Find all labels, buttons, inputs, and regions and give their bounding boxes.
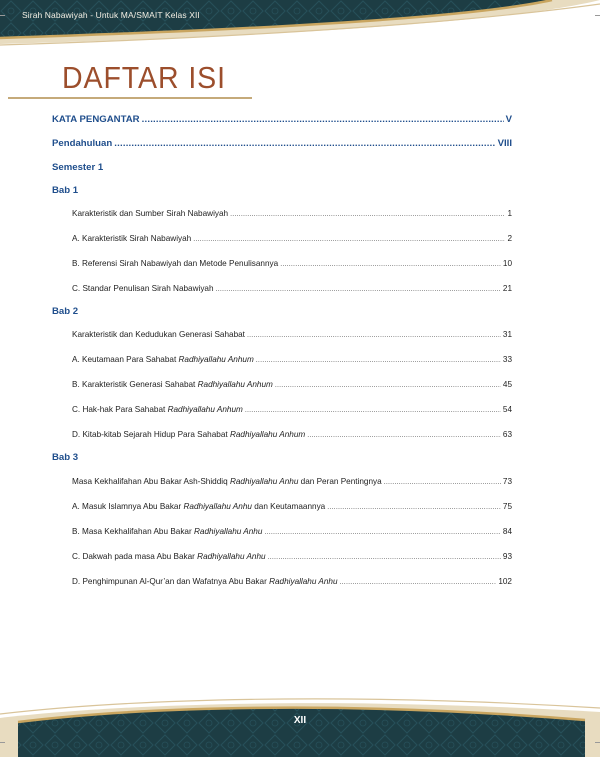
toc-entry-page: 21: [502, 284, 512, 293]
toc-entry[interactable]: [72, 234, 512, 243]
toc-entry-label: KATA PENGANTAR: [52, 114, 140, 125]
dot-leader: [384, 479, 501, 486]
toc-entry-label: A. Karakteristik Sirah Nabawiyah: [72, 234, 192, 243]
toc-entry-page: 45: [502, 380, 512, 389]
toc-entry[interactable]: [72, 355, 512, 364]
toc-entry[interactable]: [72, 405, 512, 414]
toc-entry[interactable]: [72, 577, 512, 586]
toc-entry-kata-pengantar[interactable]: [52, 114, 512, 125]
toc-entry-page: 54: [502, 405, 512, 414]
toc-entry-label: Pendahuluan: [52, 138, 113, 149]
toc-entry-page: 63: [502, 430, 512, 439]
crop-mark: [0, 742, 5, 743]
toc-entry-label: A. Keutamaan Para Sahabat Radhiyallahu Anhum: [72, 355, 254, 364]
toc-entry[interactable]: [72, 552, 512, 561]
toc-entry-label: D. Penghimpunan Al-Qur’an dan Wafatnya Abu Bakar Radhiyallahu Anhu: [72, 577, 338, 586]
toc-entry[interactable]: [72, 502, 512, 511]
chapter-heading-bab-2: Bab 2: [52, 306, 79, 317]
dot-leader: [114, 138, 495, 149]
toc-entry-page: 75: [502, 502, 512, 511]
toc-entry-label: D. Kitab-kitab Sejarah Hidup Para Sahabat Radhiyallahu Anhum: [72, 430, 306, 439]
toc-entry-label: C. Dakwah pada masa Abu Bakar Radhiyallahu Anhu: [72, 552, 266, 561]
toc-entry-page: 10: [502, 259, 512, 268]
dot-leader: [280, 261, 501, 268]
chapter-heading-bab-3: Bab 3: [52, 452, 79, 463]
toc-entry[interactable]: [72, 330, 512, 339]
dot-leader: [340, 579, 497, 586]
toc-entry-label: B. Karakteristik Generasi Sahabat Radhiyallahu Anhum: [72, 380, 273, 389]
dot-leader: [230, 211, 505, 218]
title-underline: [8, 97, 252, 99]
dot-leader: [193, 236, 505, 243]
chapter-heading-bab-1: Bab 1: [52, 185, 79, 196]
toc-entry[interactable]: [72, 477, 512, 486]
dot-leader: [247, 332, 501, 339]
page-footer: [0, 690, 600, 757]
running-title: Sirah Nabawiyah - Untuk MA/SMAIT Kelas XII: [22, 10, 200, 20]
toc-entry-label: C. Standar Penulisan Sirah Nabawiyah: [72, 284, 214, 293]
toc-entry-page: 84: [502, 527, 512, 536]
toc-entry-page: 73: [502, 477, 512, 486]
crop-mark: [595, 15, 600, 16]
toc-entry-label: B. Masa Kekhalifahan Abu Bakar Radhiyallahu Anhu: [72, 527, 263, 536]
header-banner-graphic: [0, 0, 600, 52]
dot-leader: [264, 529, 500, 536]
toc-entry-label: C. Hak-hak Para Sahabat Radhiyallahu Anhum: [72, 405, 243, 414]
toc-entry-pendahuluan[interactable]: [52, 138, 512, 149]
dot-leader: [216, 286, 501, 293]
semester-heading: Semester 1: [52, 162, 104, 173]
dot-leader: [327, 504, 501, 511]
crop-mark: [595, 742, 600, 743]
dot-leader: [142, 114, 504, 125]
toc-entry-label: Masa Kekhalifahan Abu Bakar Ash-Shiddiq Radhiyallahu Anhu dan Peran Pentingnya: [72, 477, 382, 486]
page-title: DAFTAR ISI: [62, 60, 226, 95]
toc-entry-page: 31: [502, 330, 512, 339]
toc-entry-label: Karakteristik dan Kedudukan Generasi Sahabat: [72, 330, 245, 339]
page-number: XII: [293, 715, 307, 726]
toc-entry[interactable]: [72, 527, 512, 536]
toc-entry-label: A. Masuk Islamnya Abu Bakar Radhiyallahu Anhu dan Keutamaannya: [72, 502, 326, 511]
toc-entry[interactable]: [72, 259, 512, 268]
toc-entry-page: 93: [502, 552, 512, 561]
toc-entry[interactable]: [72, 380, 512, 389]
running-header: [0, 0, 600, 52]
toc-entry-label: B. Referensi Sirah Nabawiyah dan Metode Penulisannya: [72, 259, 279, 268]
toc-entry-label: Karakteristik dan Sumber Sirah Nabawiyah: [72, 209, 229, 218]
toc-entry-page: VIII: [497, 138, 512, 149]
dot-leader: [256, 357, 501, 364]
toc-entry[interactable]: [72, 430, 512, 439]
toc-entry[interactable]: [72, 284, 512, 293]
toc-entry[interactable]: [72, 209, 512, 218]
toc-entry-page: 1: [507, 209, 512, 218]
dot-leader: [275, 382, 501, 389]
crop-mark: [0, 15, 5, 16]
toc-entry-page: 33: [502, 355, 512, 364]
toc-entry-page: 2: [507, 234, 512, 243]
toc-entry-page: 102: [498, 577, 512, 586]
dot-leader: [245, 407, 501, 414]
dot-leader: [307, 432, 501, 439]
dot-leader: [268, 554, 501, 561]
toc-entry-page: V: [505, 114, 512, 125]
